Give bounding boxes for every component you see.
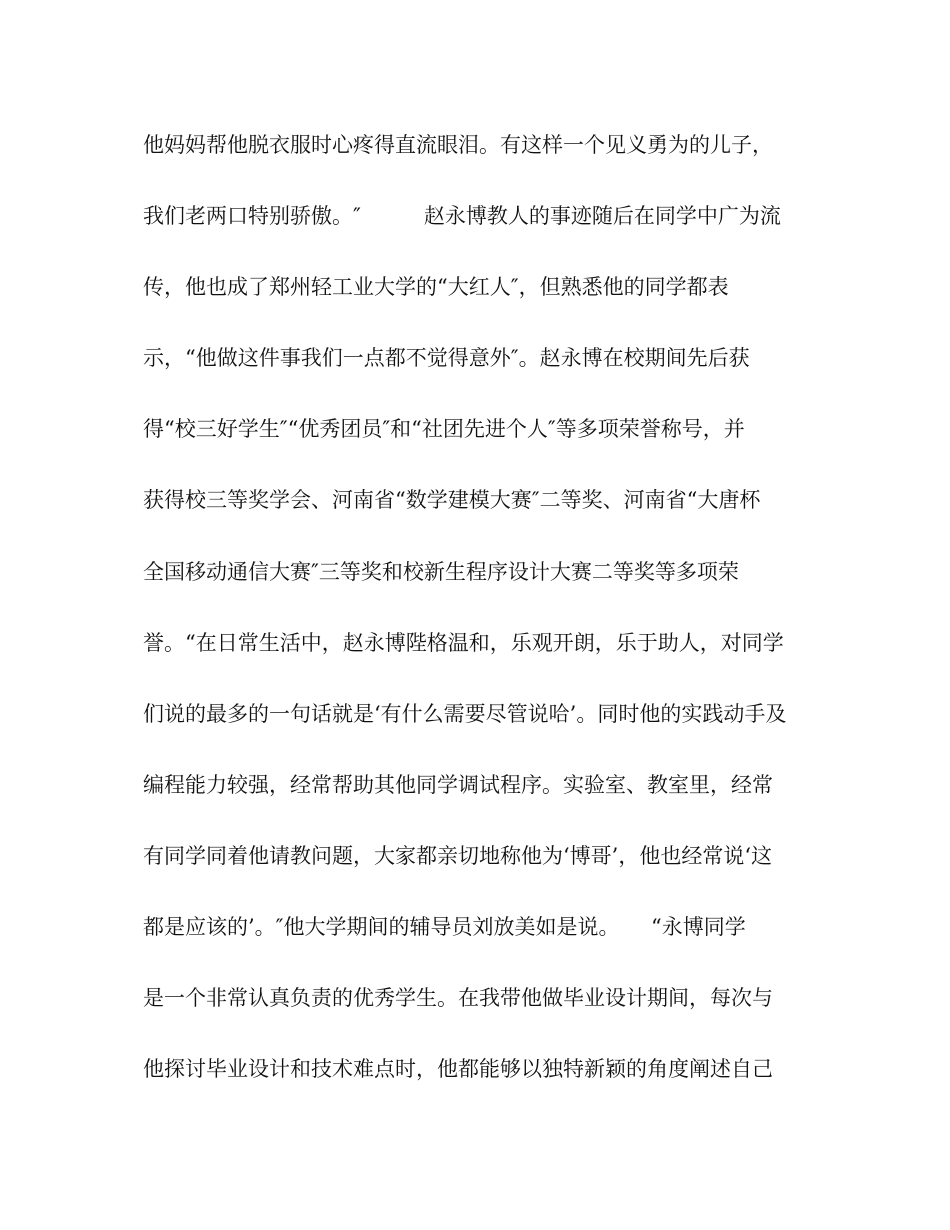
- text-line: 获得校三等奖学会、河南省“数学建模大赛″二等奖、河南省“大唐杯: [143, 488, 761, 512]
- text-line: 得“校三好学生″“优秀团员″和“社团先进个人″等多项荣誉称号，并: [143, 417, 745, 441]
- text-line: 誉。“在日常生活中，赵永博陛格温和，乐观开朗，乐于助人，对同学: [143, 631, 784, 655]
- text-line: 都是应该的’。″他大学期间的辅导员刘放美如是说。 “永博同学: [143, 915, 746, 939]
- text-line: 是一个非常认真负责的优秀学生。在我带他做毕业设计期间，每次与: [143, 986, 773, 1010]
- text-line: 他探讨毕业设计和技术难点时，他都能够以独特新颖的角度阐述自己: [143, 1057, 773, 1081]
- text-line: 我们老两口特别骄傲。″ 赵永博教人的事迹随后在同学中广为流: [143, 204, 781, 228]
- text-line: 示，“他做这件事我们一点都不觉得意外″。赵永博在校期间先后获: [143, 346, 750, 370]
- text-line: 有同学同着他请教问题，大家都亲切地称他为‘博哥’，他也经常说‘这: [143, 844, 773, 868]
- text-line: 编程能力较强，经常帮助其他同学调试程序。实验室、教室里，经常: [143, 773, 773, 797]
- text-line: 全国移动通信大赛″三等奖和校新生程序设计大赛二等奖等多项荣: [143, 560, 739, 584]
- text-line: 们说的最多的一句话就是‘有什么需要尽管说哈’。同时他的实践动手及: [143, 702, 787, 726]
- text-line: 传，他也成了郑州轻工业大学的“大红人″，但熟悉他的同学都表: [143, 275, 729, 299]
- text-line: 他妈妈帮他脱衣服时心疼得直流眼泪。有这样一个见义勇为的儿子，: [143, 133, 773, 157]
